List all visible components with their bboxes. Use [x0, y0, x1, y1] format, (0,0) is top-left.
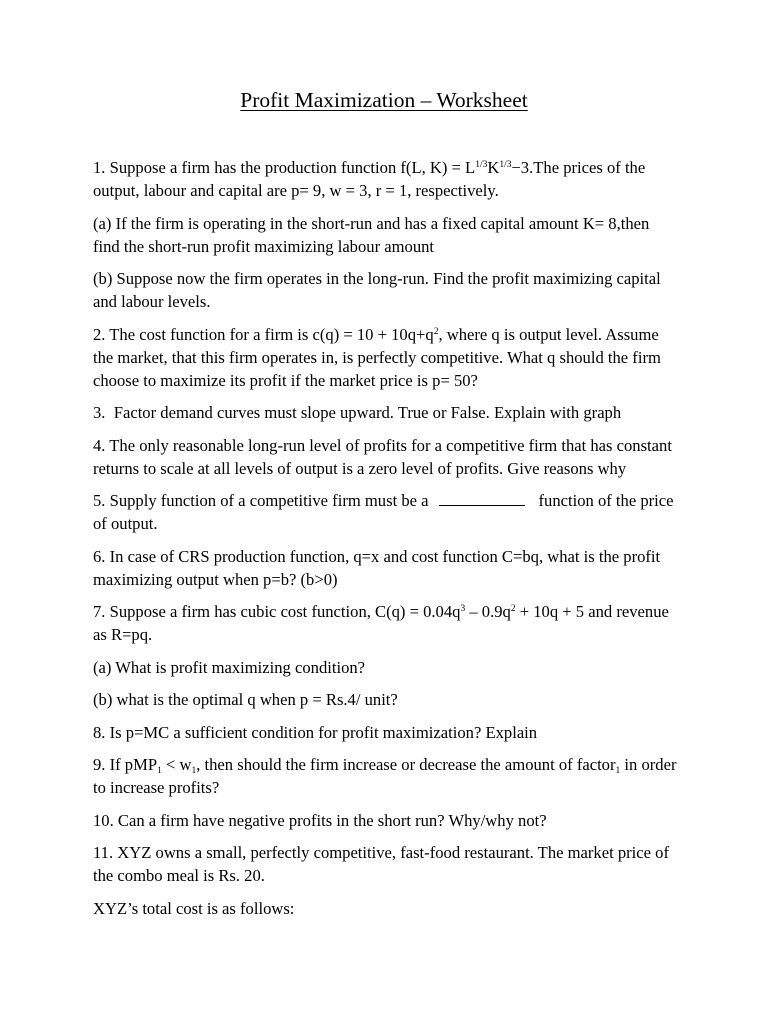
- question-2: [93, 323, 678, 392]
- question-6: 6. In case of CRS production function, q=x and cost function C=bq, what is the profit maximizing output when p=b? (b>0): [93, 546, 661, 589]
- question-9-subscript-factor: 1: [615, 766, 621, 776]
- question-1-text-b: K: [487, 158, 500, 177]
- question-7-exponent-square: 2: [510, 604, 516, 614]
- question-4: 4. The only reasonable long-run level of profits for a competitive firm that has constant returns to scale at all levels of output is a zero level of profits. Give reasons why: [93, 435, 672, 478]
- question-5: [93, 489, 678, 535]
- question-3: 3. Factor demand curves must slope upward. True or False. Explain with graph: [93, 403, 622, 422]
- question-7: [93, 600, 678, 646]
- question-5-text-a: 5. Supply function of a competitive firm must be a: [93, 491, 429, 510]
- question-9: [93, 753, 678, 799]
- question-1-exponent-l: 1/3: [475, 160, 488, 170]
- fill-in-blank: [439, 492, 525, 506]
- question-1a: (a) If the firm is operating in the short-run and has a fixed capital amount K= 8,then find the short-run profit maximizing labour amount: [93, 213, 650, 256]
- question-2-exponent: 2: [433, 326, 439, 337]
- page-title: Profit Maximization – Worksheet: [240, 88, 528, 112]
- question-1-text-a: 1. Suppose a firm has the production function f(L, K) = L: [93, 158, 476, 177]
- question-7-text-c: + 10q + 5 and revenue as R=pq.: [93, 602, 669, 644]
- question-9-text-a: 9. If pMP: [93, 755, 158, 774]
- question-7-text-b: – 0.9q: [465, 602, 511, 621]
- question-8: 8. Is p=MC a sufficient condition for profit maximization? Explain: [93, 722, 538, 742]
- question-11-cost-intro: XYZ’s total cost is as follows:: [93, 898, 295, 918]
- question-1b: (b) Suppose now the firm operates in the long-run. Find the profit maximizing capital and labour levels.: [93, 269, 661, 311]
- question-9-text-c: , then should the firm increase or decrease the amount of factor: [196, 755, 616, 774]
- question-11: 11. XYZ owns a small, perfectly competitive, fast-food restaurant. The market price of the combo meal is Rs. 20.: [93, 843, 669, 885]
- question-9-text-d: in order to increase profits?: [93, 755, 677, 797]
- question-9-subscript-mp: 1: [157, 766, 162, 776]
- question-1-text-c: −3.The prices of the output, labour and capital are p= 9, w = 3, r = 1, respectively.: [93, 158, 646, 200]
- question-1: [93, 156, 678, 202]
- question-7b: (b) what is the optimal q when p = Rs.4/ unit?: [93, 690, 398, 709]
- question-10: 10. Can a firm have negative profits in the short run? Why/why not?: [93, 810, 547, 830]
- question-7-text-a: 7. Suppose a firm has cubic cost function, C(q) = 0.04q: [93, 602, 461, 621]
- question-2-text-b: , where q is output level. Assume the market, that this firm operates in, is perfectly competitive. What q should the firm choose to maximize its profit if the market price is p= 50?: [93, 324, 661, 390]
- question-5-text-b: function of the price of output.: [93, 491, 674, 533]
- question-2-text-a: 2. The cost function for a firm is c(q) = 10 + 10q+q: [93, 324, 434, 344]
- question-9-subscript-w: 1: [191, 766, 197, 776]
- question-7-exponent-cubic: 3: [460, 604, 466, 614]
- question-1-exponent-k: 1/3: [499, 160, 512, 170]
- question-9-text-b: < w: [161, 755, 192, 774]
- question-7a: (a) What is profit maximizing condition?: [93, 657, 366, 677]
- question-list: [93, 156, 678, 929]
